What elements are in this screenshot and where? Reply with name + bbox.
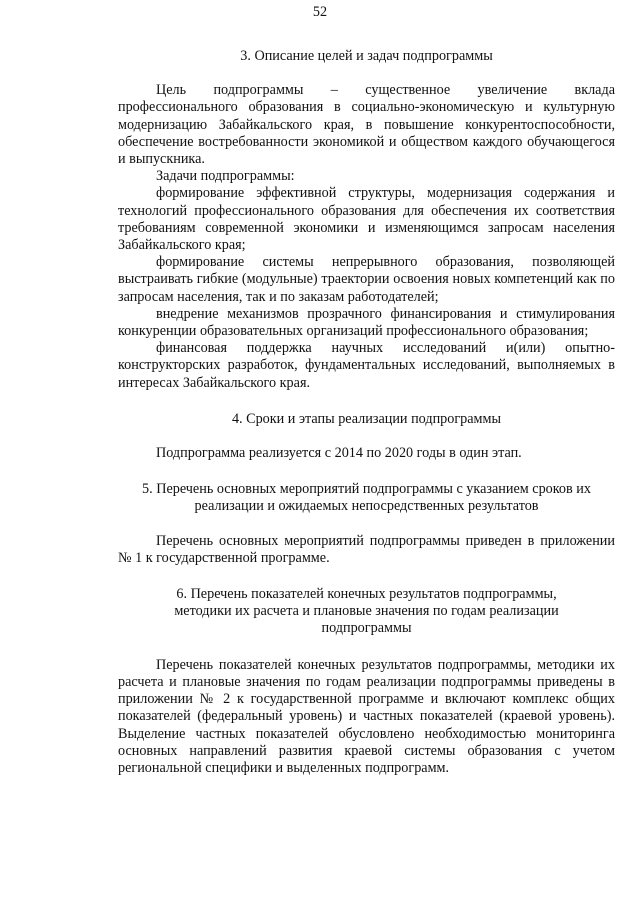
section-5-heading-line-1: 5. Перечень основных мероприятий подпрограммы с указанием сроков их: [142, 481, 591, 498]
section-3-task-2: формирование системы непрерывного образования, позволяющей выстраивать гибкие (модульные) траектории освоения новых компетенций как по запросам населения, так и по заказам работодателей;: [118, 254, 615, 305]
section-6-heading-line-1: 6. Перечень показателей конечных результатов подпрограммы,: [176, 586, 557, 603]
section-3-task-1: формирование эффективной структуры, модернизация содержания и технологий профессионального образования для обеспечения их соответствия требованиям современной экономики и изменяющимся запросам населения Забайкальского края;: [118, 185, 615, 254]
section-6-heading: [118, 586, 615, 638]
section-5-heading-line-2: реализации и ожидаемых непосредственных результатов: [194, 498, 539, 515]
section-3-tasks-label: Задачи подпрограммы:: [156, 168, 295, 185]
section-6-heading-line-3: подпрограммы: [321, 620, 412, 637]
section-6-text: Перечень показателей конечных результатов подпрограммы, методики их расчета и плановые значения по годам реализации подпрограммы приведены в приложении № 2 к государственной программе и включают комплекс общих показателей (федеральный уровень) и частных показателей (краевой уровень). Выделение частных показателей обусловлено необходимостью мониторинга основных направлений развития краевой системы образования с учетом региональной специфики и выделенных подпрограмм.: [118, 656, 615, 776]
section-3-task-3: внедрение механизмов прозрачного финансирования и стимулирования конкуренции образовательных организаций профессионального образования;: [118, 305, 615, 340]
section-4-heading: 4. Сроки и этапы реализации подпрограммы: [231, 410, 502, 427]
section-6-heading-line-2: методики их расчета и плановые значения по годам реализации: [174, 603, 559, 620]
section-3-heading: 3. Описание целей и задач подпрограммы: [240, 48, 493, 64]
page-number: 52: [312, 4, 328, 20]
section-3-goal: Цель подпрограммы – существенное увеличение вклада профессионального образования в социально-экономическую и культурную модернизацию Забайкальского края, в повышение конкурентоспособности, обеспечение востребованности экономикой и обществом каждого обучающегося и выпускника.: [118, 82, 615, 168]
section-5-text: Перечень основных мероприятий подпрограммы приведен в приложении № 1 к государственной программе.: [118, 532, 615, 566]
section-5-heading: [118, 481, 615, 515]
page-content: [118, 48, 615, 777]
section-3-task-4: финансовая поддержка научных исследований и(или) опытно-конструкторских разработок, фундаментальных исследований, выполняемых в интересах Забайкальского края.: [118, 340, 615, 391]
section-4-text: Подпрограмма реализуется с 2014 по 2020 годы в один этап.: [156, 445, 522, 462]
